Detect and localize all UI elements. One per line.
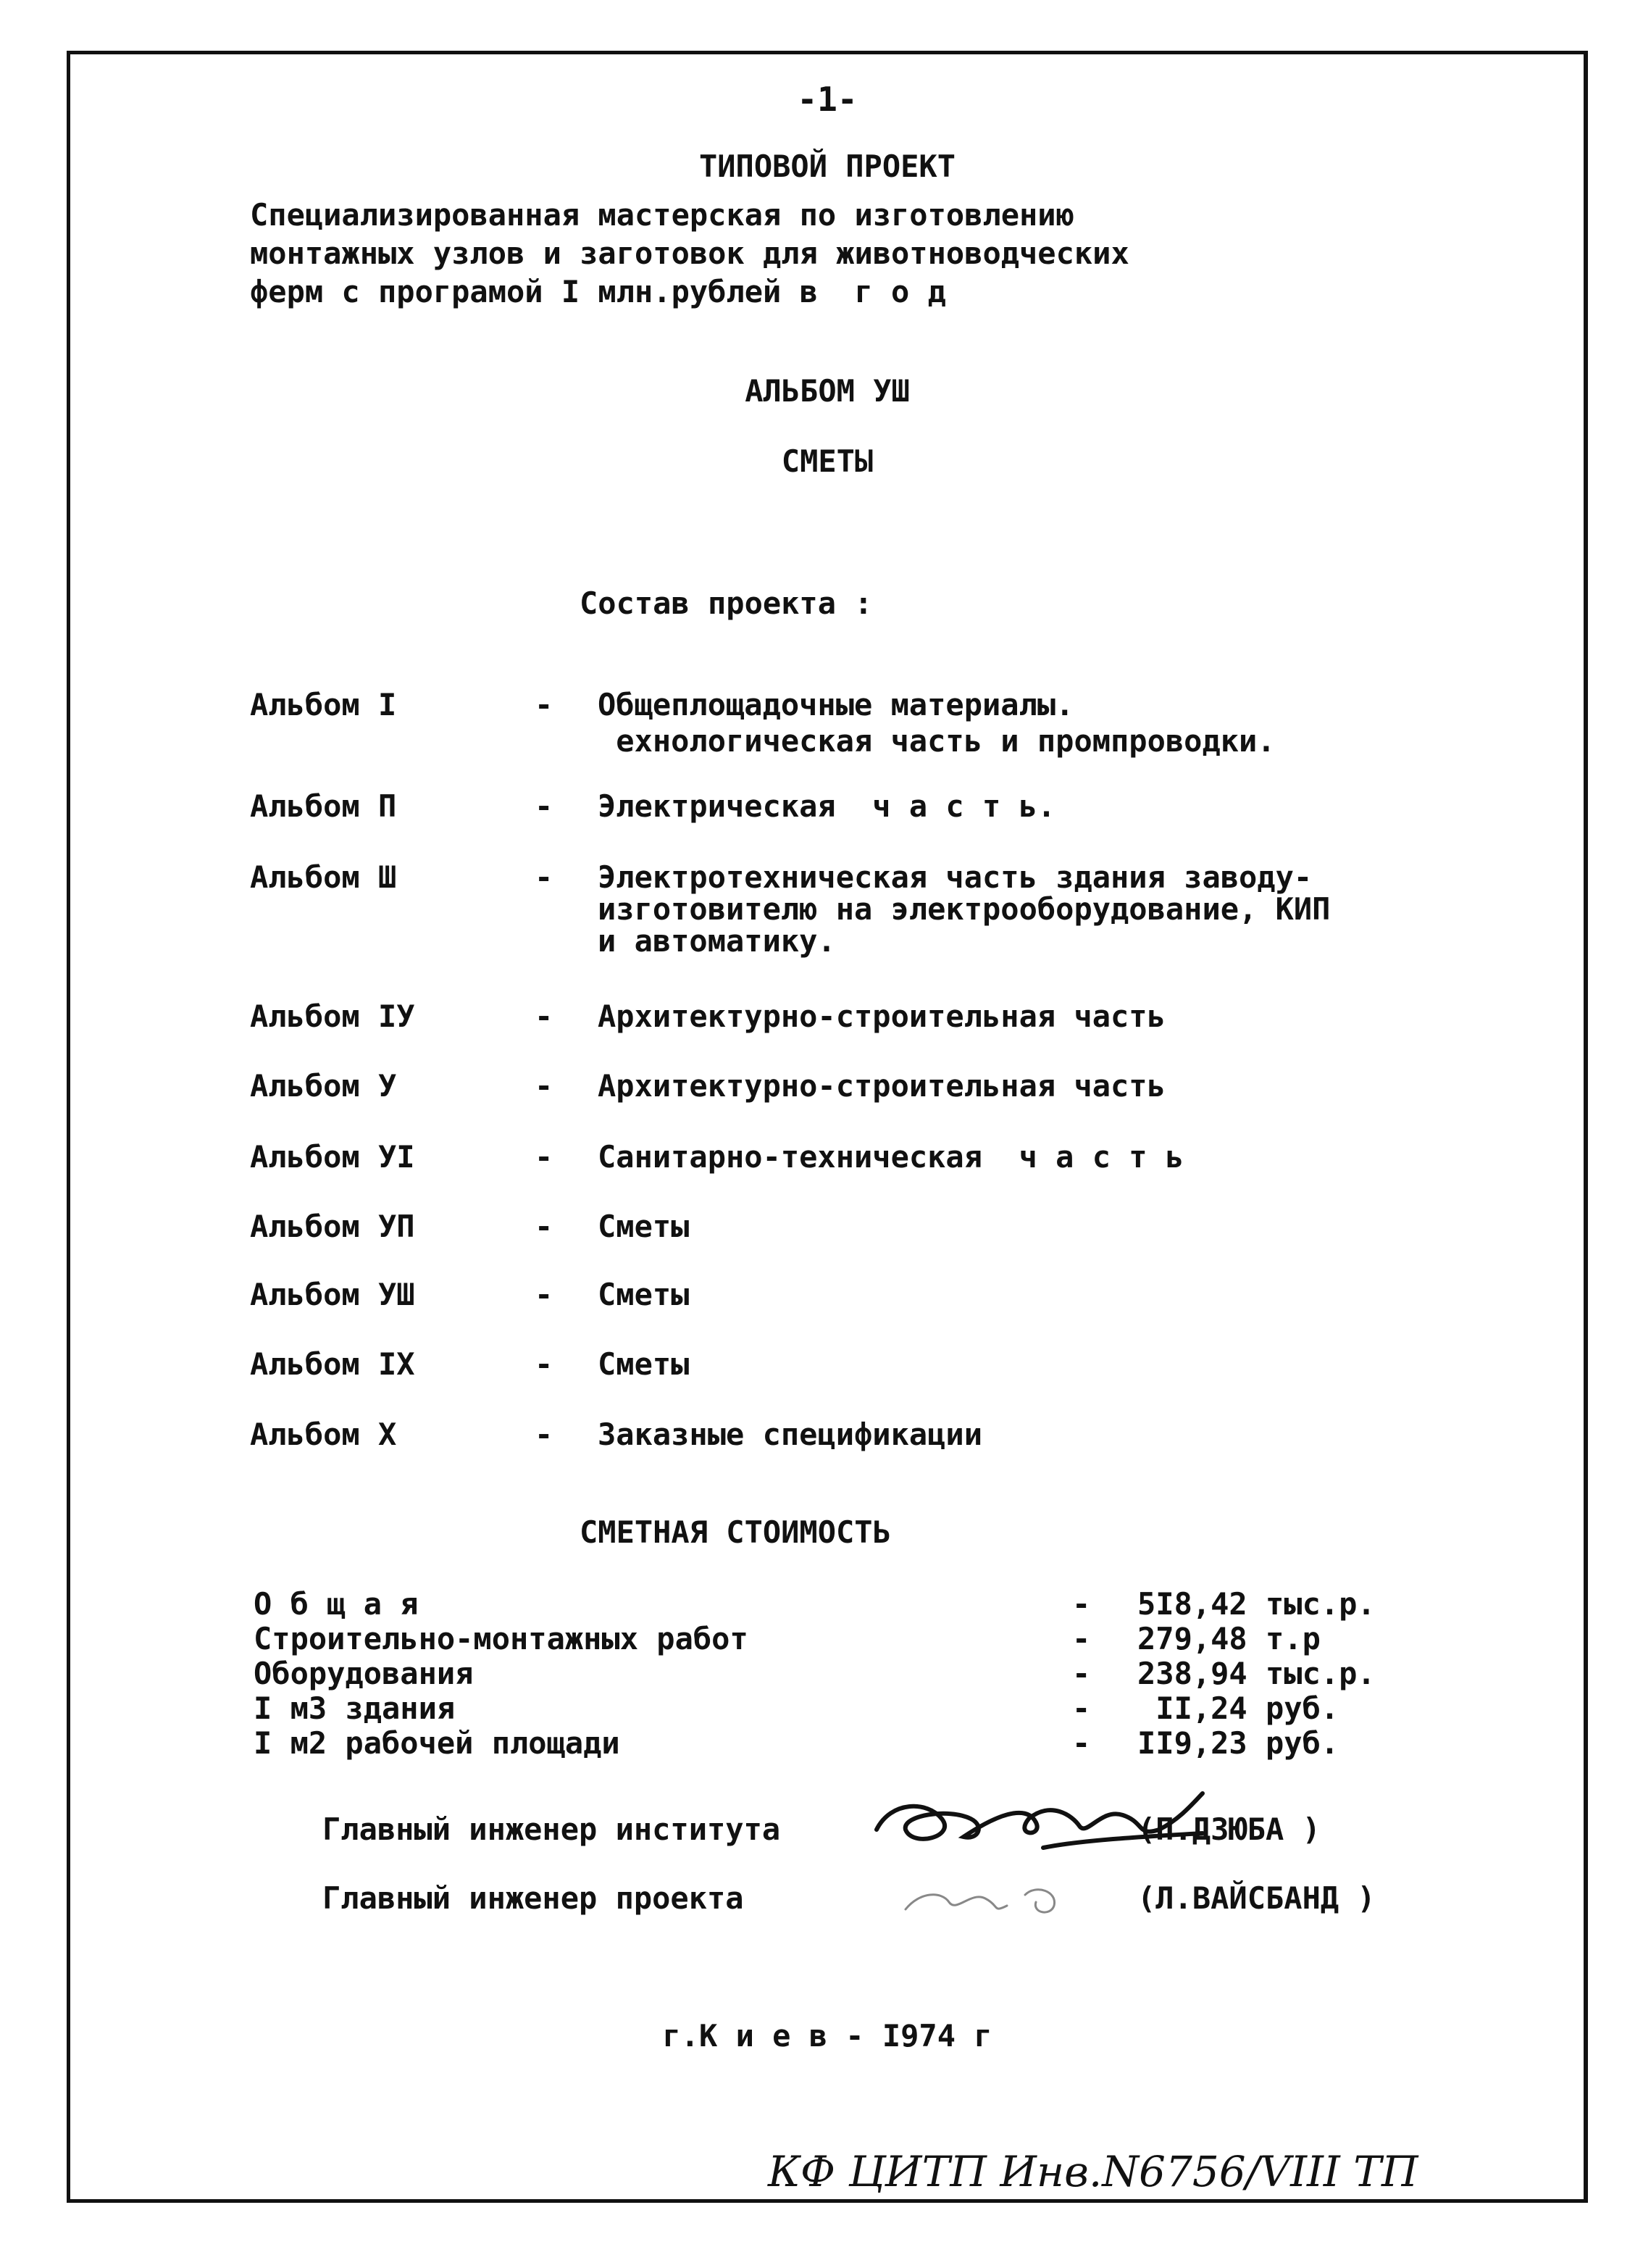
signer-name: (П.ДЗЮБА ) — [1137, 1812, 1321, 1847]
album-label: Альбом П — [250, 788, 397, 824]
list-item — [0, 1277, 1643, 1349]
cost-label: I м2 рабочей площади — [254, 1725, 620, 1761]
list-item — [0, 859, 1643, 959]
faint-signature — [891, 1869, 1094, 1927]
table-row — [0, 1726, 1643, 1761]
composition-heading: Состав проекта : — [580, 585, 873, 621]
album-description: Архитектурно-строительная часть — [598, 998, 1166, 1034]
album-number: АЛЬБОМ УШ — [745, 373, 910, 409]
table-row — [0, 1656, 1643, 1691]
cost-label: Оборудования — [254, 1656, 474, 1691]
album-description: Сметы — [598, 1277, 690, 1312]
signer-name: (Л.ВАЙСБАНД ) — [1137, 1880, 1376, 1916]
album-label: Альбом УI — [250, 1139, 415, 1175]
table-row — [0, 1691, 1643, 1726]
album-description: Общеплощадочные материалы. — [598, 687, 1074, 722]
table-row — [0, 1587, 1643, 1622]
signer-role: Главный инженер проекта — [322, 1880, 744, 1916]
album-description: изготовителю на электрооборудование, КИП — [598, 891, 1331, 927]
handwritten-signature — [862, 1779, 1239, 1859]
dash: - — [1072, 1621, 1091, 1656]
cost-label: О б щ а я — [254, 1586, 419, 1622]
album-description: ехнологическая часть и промпроводки. — [598, 723, 1276, 759]
list-item — [0, 687, 1643, 759]
cost-value: II,24 руб. — [1137, 1690, 1339, 1726]
album-description: Сметы — [598, 1209, 690, 1244]
list-item — [0, 1068, 1643, 1141]
dash: - — [535, 1068, 553, 1104]
album-label: Альбом X — [250, 1417, 397, 1452]
album-label: Альбом I — [250, 687, 397, 722]
list-item — [0, 998, 1643, 1071]
cost-label: Строительно-монтажных работ — [254, 1621, 748, 1656]
album-label: Альбом У — [250, 1068, 397, 1104]
dash: - — [535, 1346, 553, 1382]
cost-label: I м3 здания — [254, 1690, 456, 1726]
cost-value: 279,48 т.р — [1137, 1621, 1321, 1656]
dash: - — [1072, 1656, 1091, 1691]
dash: - — [535, 1209, 553, 1244]
cost-value: II9,23 руб. — [1137, 1725, 1339, 1761]
subtitle-line: ферм с програмой I млн.рублей в г о д — [250, 274, 946, 309]
signer-role: Главный инженер института — [322, 1812, 781, 1847]
place-and-year: г.К и е в - I974 г — [662, 2018, 992, 2054]
album-label: Альбом IУ — [250, 998, 415, 1034]
signature-row — [0, 1880, 1643, 1924]
album-description: Архитектурно-строительная часть — [598, 1068, 1166, 1104]
signature-row — [0, 1812, 1643, 1855]
album-description: Заказные спецификации — [598, 1417, 983, 1452]
page-number: -1- — [797, 80, 858, 119]
subtitle-line: монтажных узлов и заготовок для животноводческих — [250, 235, 1129, 271]
archive-stamp: КФ ЦИТП Инв.N6756/VIII ТП — [768, 2147, 1418, 2196]
dash: - — [535, 1417, 553, 1452]
album-label: Альбом УШ — [250, 1277, 415, 1312]
dash: - — [535, 998, 553, 1034]
album-label: Альбом УП — [250, 1209, 415, 1244]
list-item — [0, 788, 1643, 861]
album-description: и автоматику. — [598, 923, 836, 959]
dash: - — [1072, 1586, 1091, 1622]
list-item — [0, 1417, 1643, 1489]
album-description: Электротехническая часть здания заводу- — [598, 859, 1313, 895]
album-label: Альбом IX — [250, 1346, 415, 1382]
list-item — [0, 1139, 1643, 1212]
document-title: ТИПОВОЙ ПРОЕКТ — [698, 149, 956, 184]
list-item — [0, 1346, 1643, 1419]
album-description: Санитарно-техническая ч а с т ь — [598, 1139, 1184, 1175]
list-item — [0, 1209, 1643, 1281]
album-description: Электрическая ч а с т ь. — [598, 788, 1056, 824]
dash: - — [535, 1277, 553, 1312]
dash: - — [1072, 1690, 1091, 1726]
album-title: СМЕТЫ — [781, 443, 874, 479]
dash: - — [1072, 1725, 1091, 1761]
dash: - — [535, 687, 553, 722]
album-label: Альбом Ш — [250, 859, 397, 895]
subtitle-line: Специализированная мастерская по изготовлению — [250, 197, 1074, 233]
cost-value: 238,94 тыс.р. — [1137, 1656, 1376, 1691]
dash: - — [535, 1139, 553, 1175]
table-row — [0, 1622, 1643, 1656]
dash: - — [535, 788, 553, 824]
album-description: Сметы — [598, 1346, 690, 1382]
dash: - — [535, 859, 553, 895]
cost-value: 5I8,42 тыс.р. — [1137, 1586, 1376, 1622]
cost-heading: СМЕТНАЯ СТОИМОСТЬ — [580, 1514, 891, 1550]
